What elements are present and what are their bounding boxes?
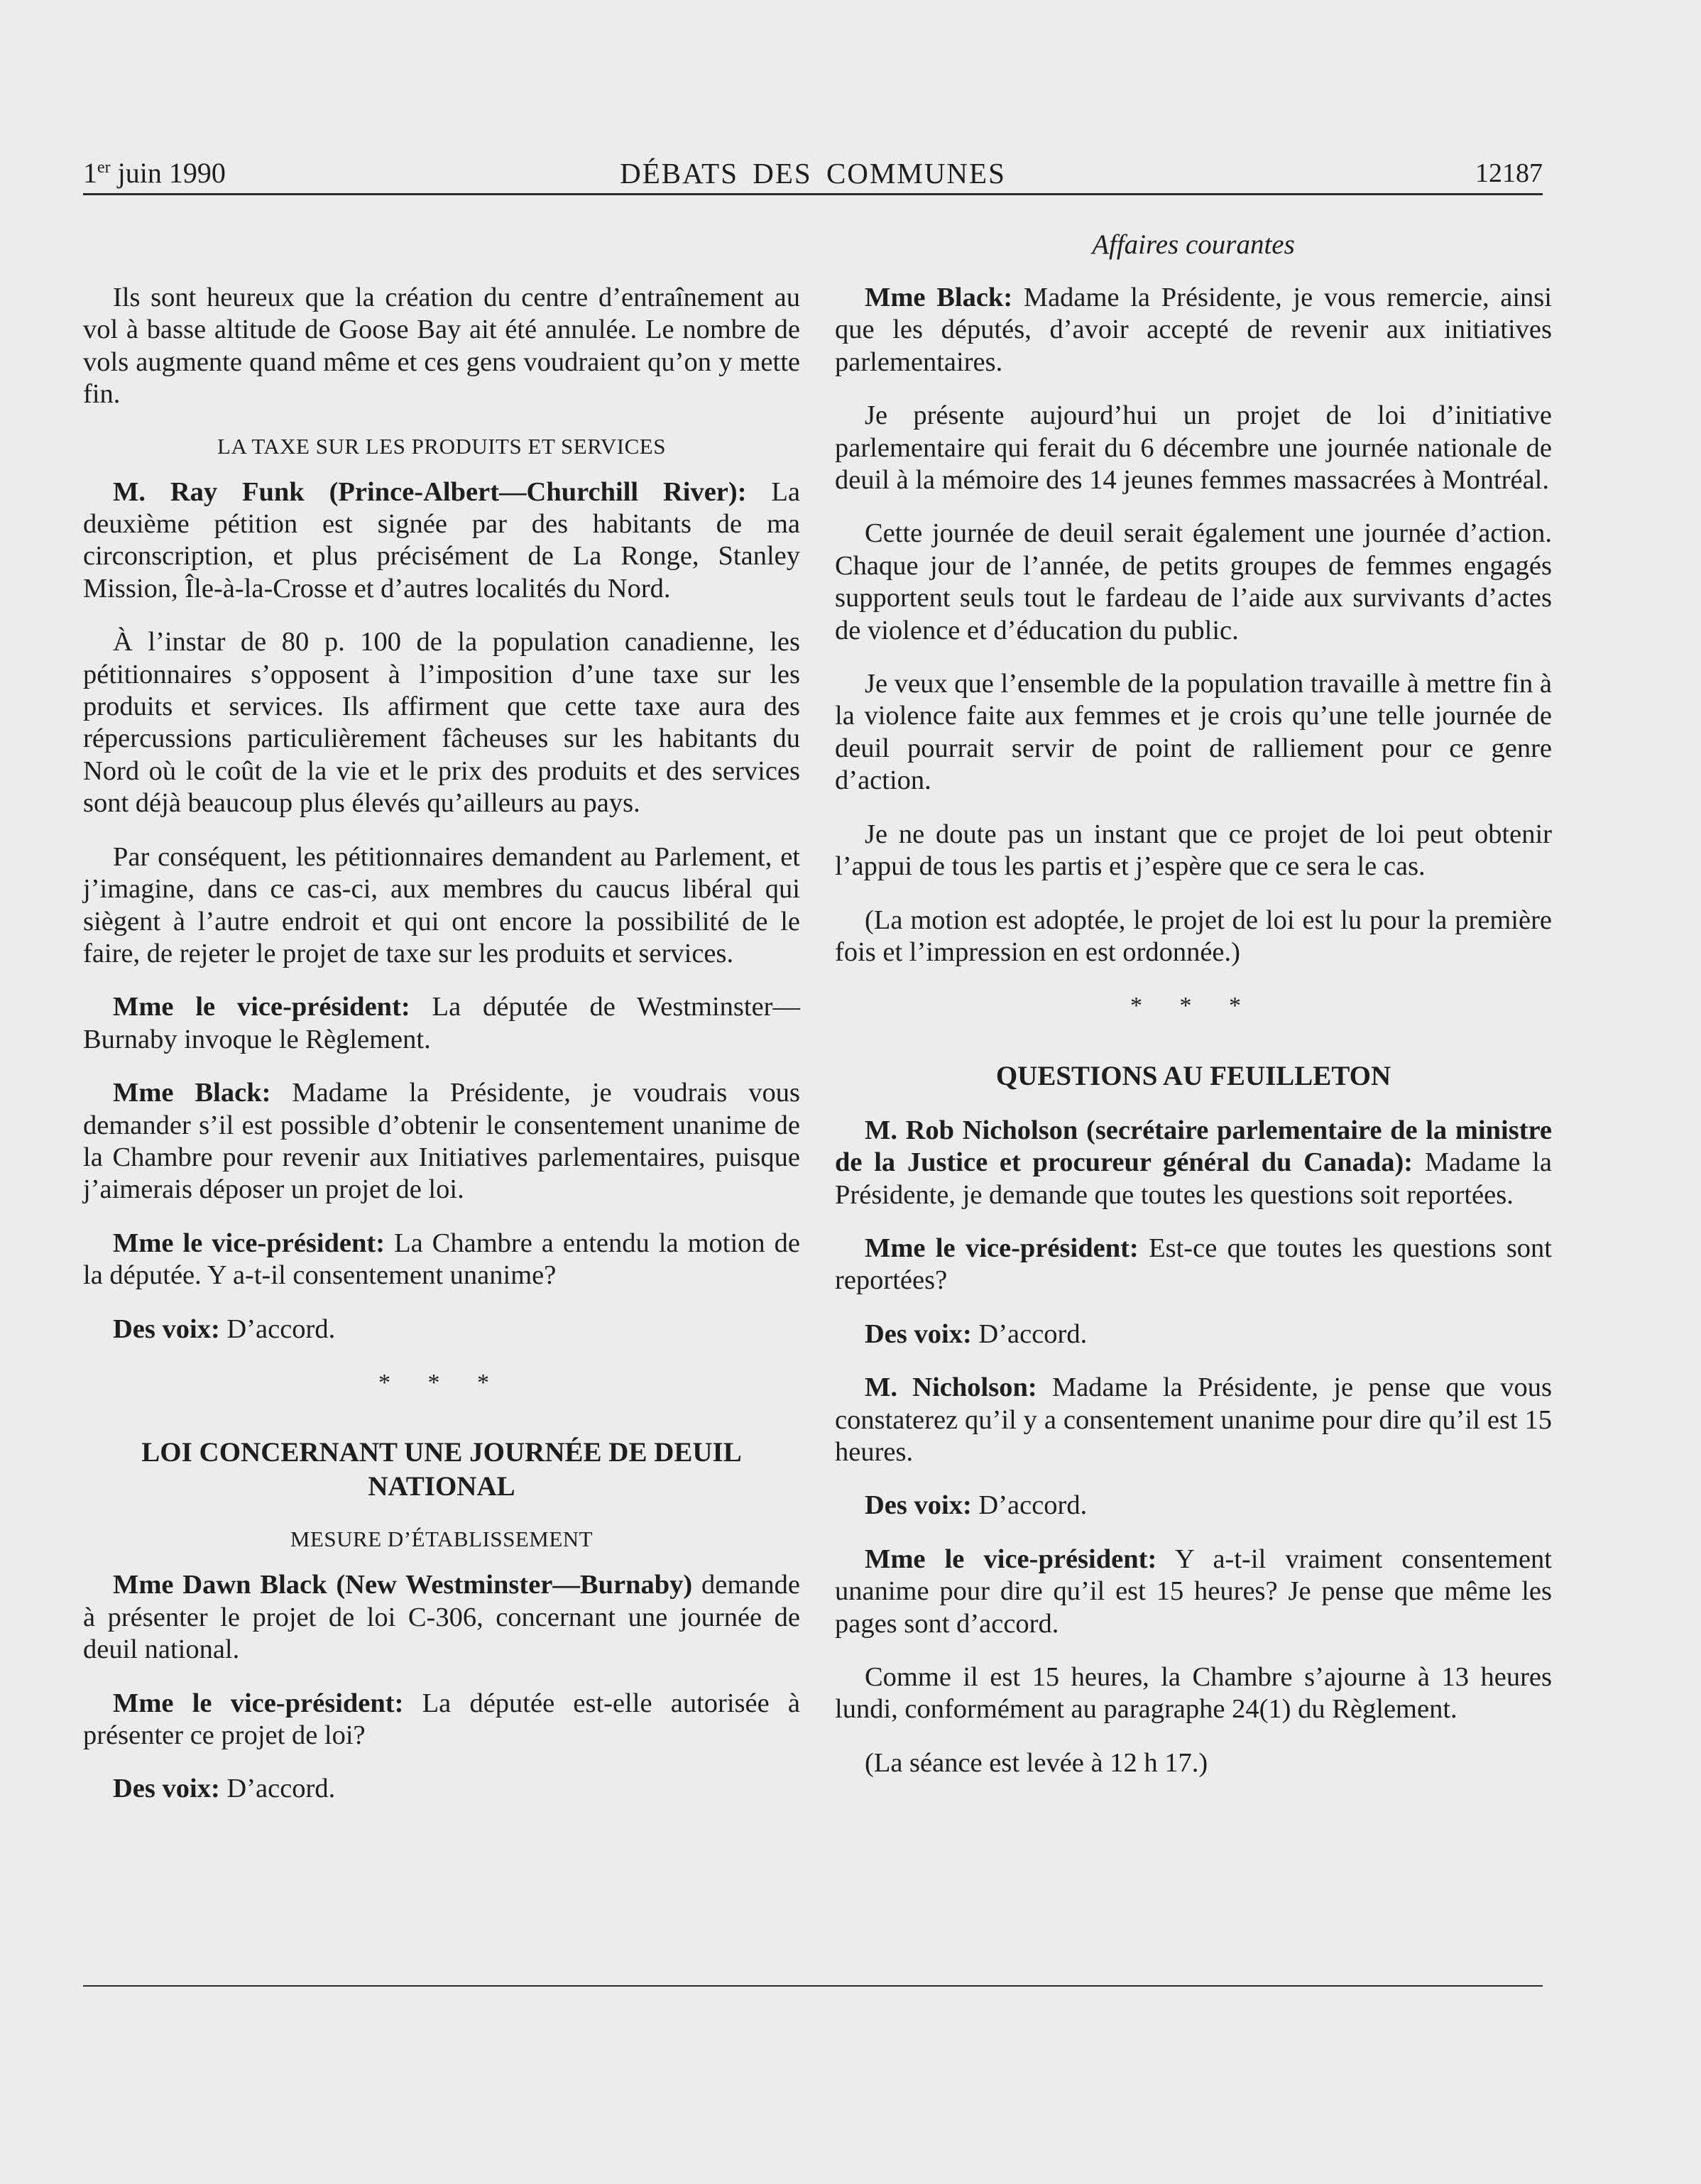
paragraph: Par conséquent, les pétitionnaires demandent au Parlement, et j’imagine, dans ce cas-ci, aux membres du caucus libéral qui siègent à l’autre endroit et qui ont encore la possibilité de le faire, de rejeter le projet de taxe sur les produits et services. <box>83 841 800 968</box>
speaker-name: M. Rob Nicholson (secrétaire parlementaire de la ministre de la Justice et procureur général du Canada): <box>835 1115 1552 1178</box>
speech-text: D’accord. <box>219 1774 336 1804</box>
paragraph: Je ne doute pas un instant que ce projet de loi peut obtenir l’appui de tous les partis et j’espère que ce sera le cas. <box>835 819 1552 882</box>
speaker-name: Mme le vice-président: <box>865 1544 1157 1574</box>
paragraph: Je présente aujourd’hui un projet de loi d’initiative parlementaire qui ferait du 6 décembre une journée nationale de deuil à la mémoire des 14 jeunes femmes massacrées à Montréal. <box>835 400 1552 496</box>
page-header <box>83 153 1543 195</box>
paragraph <box>835 1233 1552 1297</box>
paragraph: À l’instar de 80 p. 100 de la population canadienne, les pétitionnaires s’opposent à l’imposition d’une taxe sur les produits et services. Ils affirment que cette taxe aura des répercussions particulièrement fâcheuses sur les habitants du Nord où le coût de la vie et le prix des produits et des services sont déjà beaucoup plus élevés qu’ailleurs au pays. <box>83 627 800 819</box>
paragraph <box>83 1077 800 1206</box>
speaker-name: Mme Black: <box>113 1078 271 1108</box>
right-column <box>835 282 1552 1779</box>
footer-rule <box>83 1985 1543 1987</box>
speech-text: Est-ce que toutes les questions sont reportées? <box>835 1233 1552 1296</box>
speaker-name: Des voix: <box>865 1490 972 1521</box>
paragraph: Cette journée de deuil serait également une journée d’action. Chaque jour de l’année, de petits groupes de femmes engagés supportent seuls tout le fardeau de l’aide aux survivants d’actes de violence et d’éducation du public. <box>835 518 1552 645</box>
speaker-name: Des voix: <box>113 1774 220 1804</box>
paragraph <box>835 282 1552 378</box>
paragraph: Je veux que l’ensemble de la population travaille à mettre fin à la violence faite aux femmes et je crois qu’une telle journée de deuil pourrait servir de point de ralliement pour ce genre d’action. <box>835 669 1552 796</box>
paragraph <box>83 476 800 606</box>
header-date-sup: er <box>97 158 111 177</box>
speaker-name: Mme le vice-président: <box>113 1228 385 1258</box>
paragraph <box>835 1318 1552 1350</box>
speech-text: La députée est-elle autorisée à présenter ce projet de loi? <box>83 1688 800 1750</box>
speaker-name: M. Nicholson: <box>865 1372 1037 1403</box>
paragraph: (La motion est adoptée, le projet de loi est lu pour la première fois et l’impression en est ordonnée.) <box>835 905 1552 967</box>
speaker-name: Mme le vice-président: <box>865 1233 1139 1263</box>
paragraph <box>83 1688 800 1752</box>
paragraph <box>83 1773 800 1805</box>
speech-text: Madame la Présidente, je voudrais vous demander s’il est possible d’obtenir le consentement unanime de la Chambre pour revenir aux Initiatives parlementaires, puisque j’aimerais déposer un projet de loi. <box>83 1078 800 1205</box>
speaker-name: M. Ray Funk (Prince-Albert—Churchill River): <box>113 476 747 507</box>
speech-text: La députée de Westminster—Burnaby invoque le Règlement. <box>83 992 801 1054</box>
paragraph <box>83 1314 800 1345</box>
speech-text: Madame la Présidente, je pense que vous constaterez qu’il y a consentement unanime pour dire qu’il est 15 heures. <box>835 1372 1552 1467</box>
paragraph: Ils sont heureux que la création du centre d’entraînement au vol à basse altitude de Goose Bay ait été annulée. Le nombre de vols augmente quand même et ces gens voudraient qu’on y mette fin. <box>83 283 800 410</box>
paragraph <box>835 1544 1552 1640</box>
paragraph: Comme il est 15 heures, la Chambre s’ajourne à 13 heures lundi, conformément au paragraphe 24(1) du Règlement. <box>835 1662 1552 1725</box>
section-separator: * * * <box>378 1369 505 1396</box>
paragraph <box>835 1372 1552 1468</box>
speaker-name: Mme le vice-président: <box>113 1688 404 1718</box>
speech-text: demande à présenter le projet de loi C-306, concernant une journée de deuil national. <box>83 1570 800 1665</box>
speech-text: Y a-t-il vraiment consentement unanime pour dire qu’il est 15 heures? Je pense que même les pages sont d’accord. <box>835 1544 1553 1639</box>
header-date-day: 1 <box>83 157 97 189</box>
header-page-number: 12187 <box>1475 158 1543 188</box>
paragraph <box>835 1115 1552 1211</box>
speaker-name: Mme Dawn Black (New Westminster—Burnaby) <box>113 1570 693 1600</box>
paragraph: (La séance est levée à 12 h 17.) <box>865 1747 1208 1778</box>
speech-text: La Chambre a entendu la motion de la députée. Y a-t-il consentement unanime? <box>83 1228 801 1291</box>
speaker-name: Mme Black: <box>865 283 1013 312</box>
running-head: Affaires courantes <box>1092 229 1295 260</box>
header-title: DÉBATS DES COMMUNES <box>620 157 1006 190</box>
left-column <box>83 282 800 1806</box>
speech-text: D’accord. <box>971 1490 1088 1521</box>
speech-text: La deuxième pétition est signée par des habitants de ma circonscription, et plus précisément de La Ronge, Stanley Mission, Île-à-la-Crosse et d’autres localités du Nord. <box>83 476 801 604</box>
subheading: LA TAXE SUR LES PRODUITS ET SERVICES <box>217 433 666 459</box>
speech-text: D’accord. <box>219 1314 336 1344</box>
speech-text: Madame la Présidente, je vous remercie, ainsi que les députés, d’avoir accepté de revenir aux initiatives parlementaires. <box>835 283 1552 377</box>
header-date-rest: juin 1990 <box>110 157 226 189</box>
section-separator: * * * <box>1130 993 1257 1020</box>
subheading: MESURE D’ÉTABLISSEMENT <box>290 1527 594 1552</box>
speech-text: Madame la Présidente, je demande que toutes les questions soit reportées. <box>835 1147 1552 1210</box>
speaker-name: Mme le vice-président: <box>113 992 410 1022</box>
speech-text: D’accord. <box>971 1318 1088 1349</box>
section-heading: QUESTIONS AU FEUILLETON <box>995 1060 1391 1091</box>
speaker-name: Des voix: <box>865 1318 972 1349</box>
section-heading: LOI CONCERNANT UNE JOURNÉE DE DEUIL NATIONAL <box>141 1437 742 1502</box>
speaker-name: Des voix: <box>113 1314 220 1344</box>
paragraph <box>83 991 800 1056</box>
paragraph <box>83 1228 800 1292</box>
paragraph <box>83 1569 800 1666</box>
paragraph <box>835 1490 1552 1522</box>
